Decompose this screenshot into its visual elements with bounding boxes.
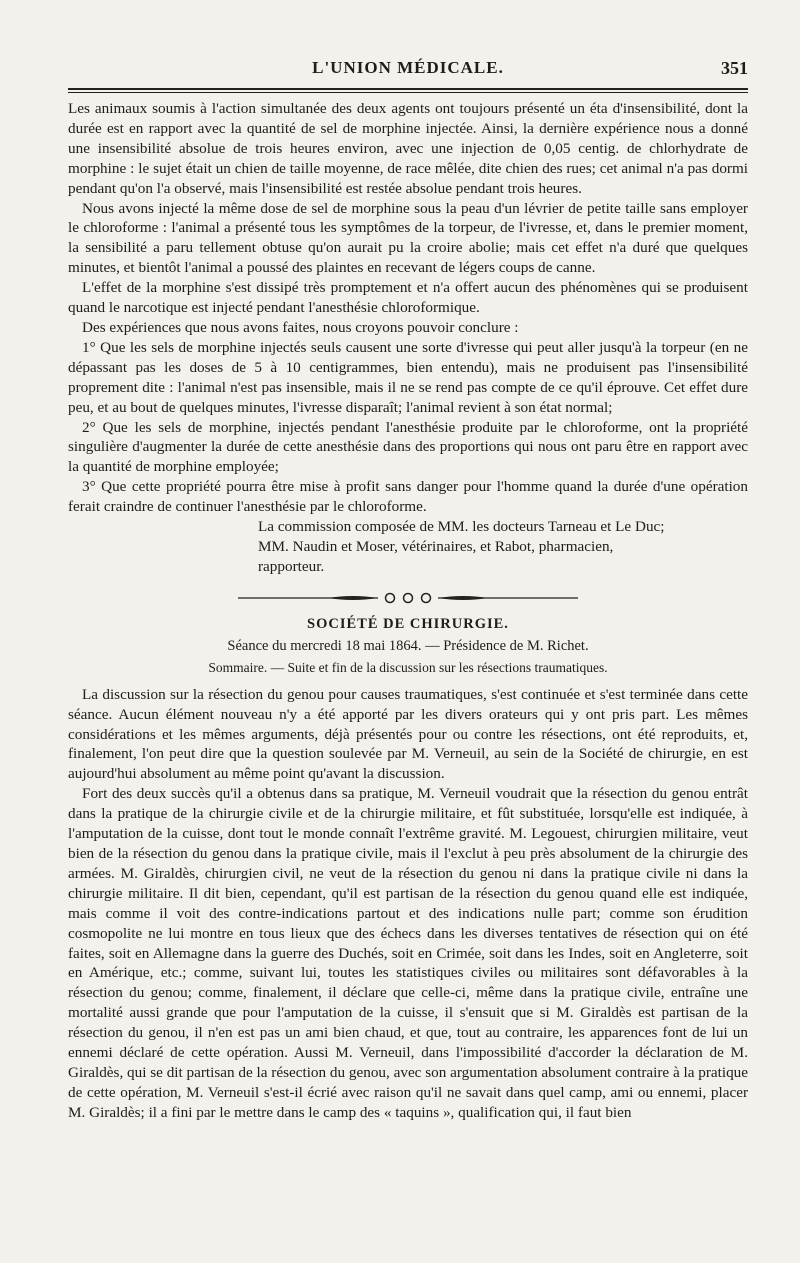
- header-rule: [68, 88, 748, 93]
- paragraph: L'effet de la morphine s'est dissipé très promptement et n'a offert aucun des phénomènes qui se produisent quand le narcotique est injecté pendant l'anesthésie chloroformique.: [68, 279, 748, 317]
- paragraph: La discussion sur la résection du genou pour causes traumatiques, s'est continuée et s'est terminée dans cette séance. Aucun élément nouveau n'y a été apporté par les divers orateurs qui y ont pris part. Les mêmes considérations et les mêmes arguments, déjà présentés pour ou contre les résections, ont été reproduits, et, finalement, l'on peut dire que la question soulevée par M. Verneuil, au sein de la Société de chirurgie, en est aujourd'hui absolument au même point qu'avant la discussion.: [68, 685, 748, 783]
- signature-line: MM. Naudin et Moser, vétérinaires, et Rabot, pharmacien,: [258, 537, 614, 555]
- conclusion-3: 3° Que cette propriété pourra être mise à profit sans danger pour l'homme quand la durée d'une opération ferait craindre de continuer l'anesthésie par le chloroforme.: [68, 478, 748, 516]
- commission-signature: [258, 517, 748, 577]
- signature-line: La commission composée de MM. les docteurs Tarneau et Le Duc;: [258, 518, 665, 536]
- seance-line: Séance du mercredi 18 mai 1864. — Présidence de M. Richet.: [227, 637, 589, 654]
- conclusion-1: 1° Que les sels de morphine injectés seuls causent une sorte d'ivresse qui peut aller jusqu'à la torpeur (en ne dépassant pas les doses de 5 à 10 centigrammes, bien entendu), mais ne produisent pas l'insensibilité proprement dite : l'animal n'est pas insensible, mais il ne se rend pas compte de ce qu'il éprouve. Cet effet dure peu, et au bout de quelques minutes, l'ivresse disparaît; l'animal revient à son état normal;: [68, 338, 748, 416]
- paragraph: Des expériences que nous avons faites, nous croyons pouvoir conclure :: [82, 318, 519, 336]
- sommaire-line: Sommaire. — Suite et fin de la discussion sur les résections traumatiques.: [208, 659, 608, 675]
- running-head: [68, 52, 748, 88]
- section-title: SOCIÉTÉ DE CHIRURGIE.: [307, 615, 509, 632]
- paragraph: Les animaux soumis à l'action simultanée des deux agents ont toujours présenté un éta d'insensibilité, dont la durée est en rapport avec la quantité de sel de morphine injectée. Ainsi, la dernière expérience nous a donné une insensibilité absolue de trois heures environ, avec une injection de 0,05 centig. de chlorhydrate de morphine : le sujet était un chien de taille moyenne, de race mêlée, dite chien des rues; cet animal n'a pas dormi pendant qu'on l'a observé, mais l'insensibilité est restée absolue pendant trois heures.: [68, 100, 748, 197]
- paragraph: Fort des deux succès qu'il a obtenus dans sa pratique, M. Verneuil voudrait que la résection du genou entrât dans la pratique de la chirurgie civile et de la chirurgie militaire, et fût substituée, lorsqu'elle est indiquée, à l'amputation de la cuisse, dont tout le monde connaît l'extrême gravité. M. Legouest, chirurgien militaire, veut bien de la résection du genou dans la pratique civile, mais il l'exclut à peu près absolument de la chirurgie des armées. M. Giraldès, chirurgien civil, ne veut de la résection du genou ni dans la pratique civile ni dans la chirurgie militaire. Il dit bien, cependant, qu'il est partisan de la résection du genou quand elle est indiquée, mais comme il voit des contre-indications partout et des indications nulle part; comme son érudition cosmopolite ne lui montre en tous lieux que des échecs dans les diverses tentatives de résection qui on été faites, soit en Allemagne dans la guerre des Duchés, soit en Crimée, soit dans les Indes, soit en Angleterre, soit en Amérique, etc.; comme, suivant lui, toutes les statistiques civiles ou militaires sont défavorables à la résection du genou; comme, finalement, il déclare que celle-ci, même dans la pratique civile, entraîne une mortalité aussi grande que pour l'amputation de la cuisse, il s'ensuit que si M. Giraldès est partisan de la résection du genou, il n'en est pas un ami bien chaud, et que, tout au contraire, les apparences font de lui un ennemi déclaré de cette opération. Aussi M. Verneuil, dans l'impossibilité d'accorder la déclaration de M. Giraldès, qui se dit partisan de la résection du genou, avec son argumentation absolument contraire à la pratique de cette opération, M. Verneuil s'est-il écrié avec raison qu'il ne savait dans quel camp, ami ou ennemi, placer M. Giraldès; il a fini par le mettre dans le camp des « taquins », qualification qui, il faut bien: [68, 785, 748, 1121]
- ornament-divider: [68, 591, 748, 605]
- signature-line: rapporteur.: [258, 557, 325, 575]
- conclusion-2: 2° Que les sels de morphine, injectés pendant l'anesthésie produite par le chloroforme, ont la propriété singulière d'augmenter la durée de cette anesthésie dans des proportions qui nous ont paru être en rapport avec la quantité de morphine employée;: [68, 418, 748, 476]
- section-body: [68, 685, 748, 1123]
- page-number: 351: [721, 58, 748, 78]
- article-end: [68, 99, 748, 517]
- ornament-divider-icon: [238, 591, 578, 605]
- paragraph: Nous avons injecté la même dose de sel de morphine sous la peau d'un lévrier de petite taille sans employer le chloroforme : l'animal a présenté tous les symptômes de la torpeur, de l'ivresse, et, dans le premier moment, la sensibilité a paru tellement obtuse qu'on aurait pu la croire abolie; mais cet effet n'a duré que quelques minutes, et bientôt l'animal a poussé des plaintes en recevant de légers coups de canne.: [68, 199, 748, 277]
- journal-title: L'UNION MÉDICALE.: [312, 58, 504, 77]
